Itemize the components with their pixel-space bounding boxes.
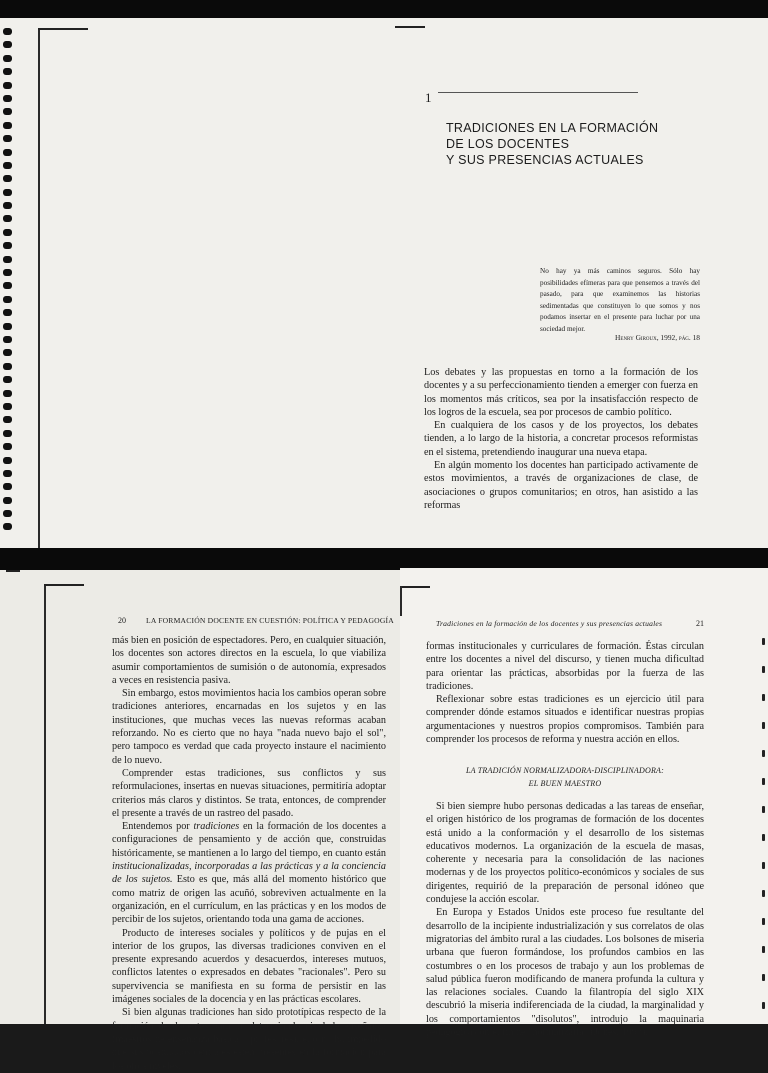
page20-body xyxy=(112,634,386,1073)
page19-body xyxy=(424,366,698,512)
spiral-binding xyxy=(0,28,16,548)
page-number-20: 20 xyxy=(118,616,126,625)
page20-paragraph-4: Entendemos por tradiciones en la formación de los docentes a configuraciones de pensamiento y de acción que, construidas históricamente, se mantienen a lo largo del tiempo, en cuanto están institucionalizadas, incorporadas a las prácticas y a la conciencia de los sujetos. Esto es que, más allá del momento histórico que como matriz de origen las acuñó, sobreviven actualmente en la organización, en el currículum, en las prácticas y en los modos de percibir de los sujetos, orientando toda una gama de acciones. xyxy=(112,821,386,926)
page-number-21: 21 xyxy=(696,619,704,628)
page19-paragraph-1: Los debates y las propuestas en torno a la formación de los docentes y a su perfeccionamiento tienden a emerger con fuerza en los momentos más críticos, sea por la insatisfacción respecto de los logros de la escuela, sea por procesos de cambio político. xyxy=(424,367,698,418)
page19-paragraph-3: En algún momento los docentes han participado activamente de estos movimientos, a través de organizaciones de clase, de asociaciones o grupos comunitarios; en otros, han asistido a las reformas xyxy=(424,460,698,511)
section-heading xyxy=(426,764,704,790)
section-heading-line-2: EL BUEN MAESTRO xyxy=(528,779,602,788)
page-edge-corner xyxy=(44,584,84,586)
chapter-title-line-2: DE LOS DOCENTES xyxy=(446,137,570,151)
page19-paragraph-2: En cualquiera de los casos y de los proyectos, los debates tienden, a lo largo de la historia, a concretar procesos reformistas en el sistema, pretendiendo inaugurar una nueva etapa. xyxy=(424,420,698,458)
definition-emphasis: institucionalizadas, incorporadas a las prácticas y a la conciencia de los sujetos. xyxy=(112,861,386,886)
chapter-title-line-3: Y SUS PRESENCIAS ACTUALES xyxy=(446,153,644,167)
chapter-title xyxy=(446,120,658,168)
chapter-title-line-1: TRADICIONES EN LA FORMACIÓN xyxy=(446,121,659,135)
page20-paragraph-6: Si bien algunas tradiciones han sido prototípicas respecto de la formación de docentes para un determinado nivel de enseñanza (maestros de enseñanza básica o profesores), ello no ha impedido que sus postulados centrales estén presentes en la formación para los otros niveles. xyxy=(112,1007,386,1072)
page21-paragraph-1: formas institucionales y curriculares de formación. Éstas circulan entre los docentes a nivel del discurso, y tienen mucha dificultad para orientar las prácticas, absorbidas por la fuerza de las tradiciones. xyxy=(426,641,704,692)
page20-paragraph-2: Sin embargo, estos movimientos hacia los cambios operan sobre tradiciones anteriores, encarnadas en los sujetos y en las instituciones, que muchas veces las nuevas reformas acaban reforzando. No es cierto que no haya "nada nuevo bajo el sol", pero tampoco es verdad que cada proyecto instaure el nacimiento de lo nuevo. xyxy=(112,688,386,766)
page-edge-line xyxy=(44,584,46,1024)
epigraph-quote: No hay ya más caminos seguros. Sólo hay posibilidades efímeras para que pensemos a través del pasado, para que examinemos las historias sedimentadas que constituyen lo que somos y nos podamos insertar en el presente para luchar por una sociedad mejor. xyxy=(540,267,700,333)
page-21 xyxy=(400,568,768,1039)
chapter-opening-page xyxy=(0,18,768,550)
page21-body-top xyxy=(426,640,704,746)
running-head-left: LA FORMACIÓN DOCENTE EN CUESTIÓN: POLÍTICA Y PEDAGOGÍA xyxy=(146,616,394,625)
chapter-number: 1 xyxy=(425,90,432,105)
gutter-corner-mark xyxy=(400,586,430,588)
page-edge-corner xyxy=(38,28,88,30)
page20-paragraph-3: Comprender estas tradiciones, sus conflictos y sus reformulaciones, insertas en nuevas situaciones, permitiría adoptar criterios más claros y distintos. Se trata, entonces, de comprender el presente a través de un rastreo del pasado. xyxy=(112,767,386,819)
page20-paragraph-5: Producto de intereses sociales y políticos y de pujas en el interior de los grupos, las diversas tradiciones conviven en el presente expresando acuerdos y desacuerdos, intereses mutuos, conflictos latentes o expresados en debates "racionales". Pero su supervivencia se manifiesta en su forma de persistir en las imágenes sociales de la docencia y en las prácticas escolares. xyxy=(112,927,386,1006)
running-head-right: Tradiciones en la formación de los docentes y sus presencias actuales xyxy=(436,619,663,628)
page-corner-mark xyxy=(6,570,20,572)
gutter-edge-line xyxy=(400,586,402,616)
right-edge-binding xyxy=(758,568,768,1024)
page-edge-line xyxy=(38,28,40,548)
page21-body-bottom xyxy=(426,800,704,1039)
page21-paragraph-3: Si bien siempre hubo personas dedicadas a las tareas de enseñar, el origen histórico de los programas de formación de los docentes está unido a la conformación y el desarrollo de los sistemas educativos modernos. La organización de la escuela de masas, coherente y necesaria para la consolidación de las naciones modernas y de los proyectos político-económicos y sociales de sus dirigentes, requirió de la preparación de personal idóneo que condujese la acción escolar. xyxy=(426,801,704,906)
term-tradiciones: tradiciones xyxy=(193,821,240,833)
section-heading-line-1: LA TRADICIÓN NORMALIZADORA-DISCIPLINADORA: xyxy=(465,766,665,775)
gutter-corner-mark xyxy=(395,26,425,28)
page20-paragraph-1: más bien en posición de espectadores. Pero, en cualquier situación, los docentes son actores directos en la escuela, lo que viabiliza asumir comportamientos de sumisión o de autonomía, expresados a veces en resistencia pasiva. xyxy=(112,635,386,686)
page21-paragraph-2: Reflexionar sobre estas tradiciones es un ejercicio útil para comprender dónde estamos situados e identificar nuestras propias argumentaciones y nuestros propios compromisos. También para comprender los procesos de reforma y nuestra acción en ellos. xyxy=(426,694,704,746)
page21-paragraph-4: En Europa y Estados Unidos este proceso fue resultante del desarrollo de la incipiente industrialización y sus correlatos de olas migratorias del ámbito rural a las ciudades. Los bolsones de miseria urbana que fueron formándose, los profundos cambios en las costumbres o en los procesos de trabajo y aun los problemas de salud pública fueron modificando de manera profunda la cultura y las relaciones sociales. Cuando la filantropía del siglo XIX descubrió la miseria indiferenciada de la ciudad, la marginalidad y los comportamientos "disolutos", introdujo la maquinaria pedagógica con el fin de "normalizarla" (Jones, 1993). xyxy=(426,907,704,1039)
scan-dark-band-middle xyxy=(0,548,768,570)
chapter-rule xyxy=(438,92,638,93)
page-20 xyxy=(0,570,400,1072)
epigraph-source: Henry Giroux, 1992, pág. 18 xyxy=(615,333,700,342)
